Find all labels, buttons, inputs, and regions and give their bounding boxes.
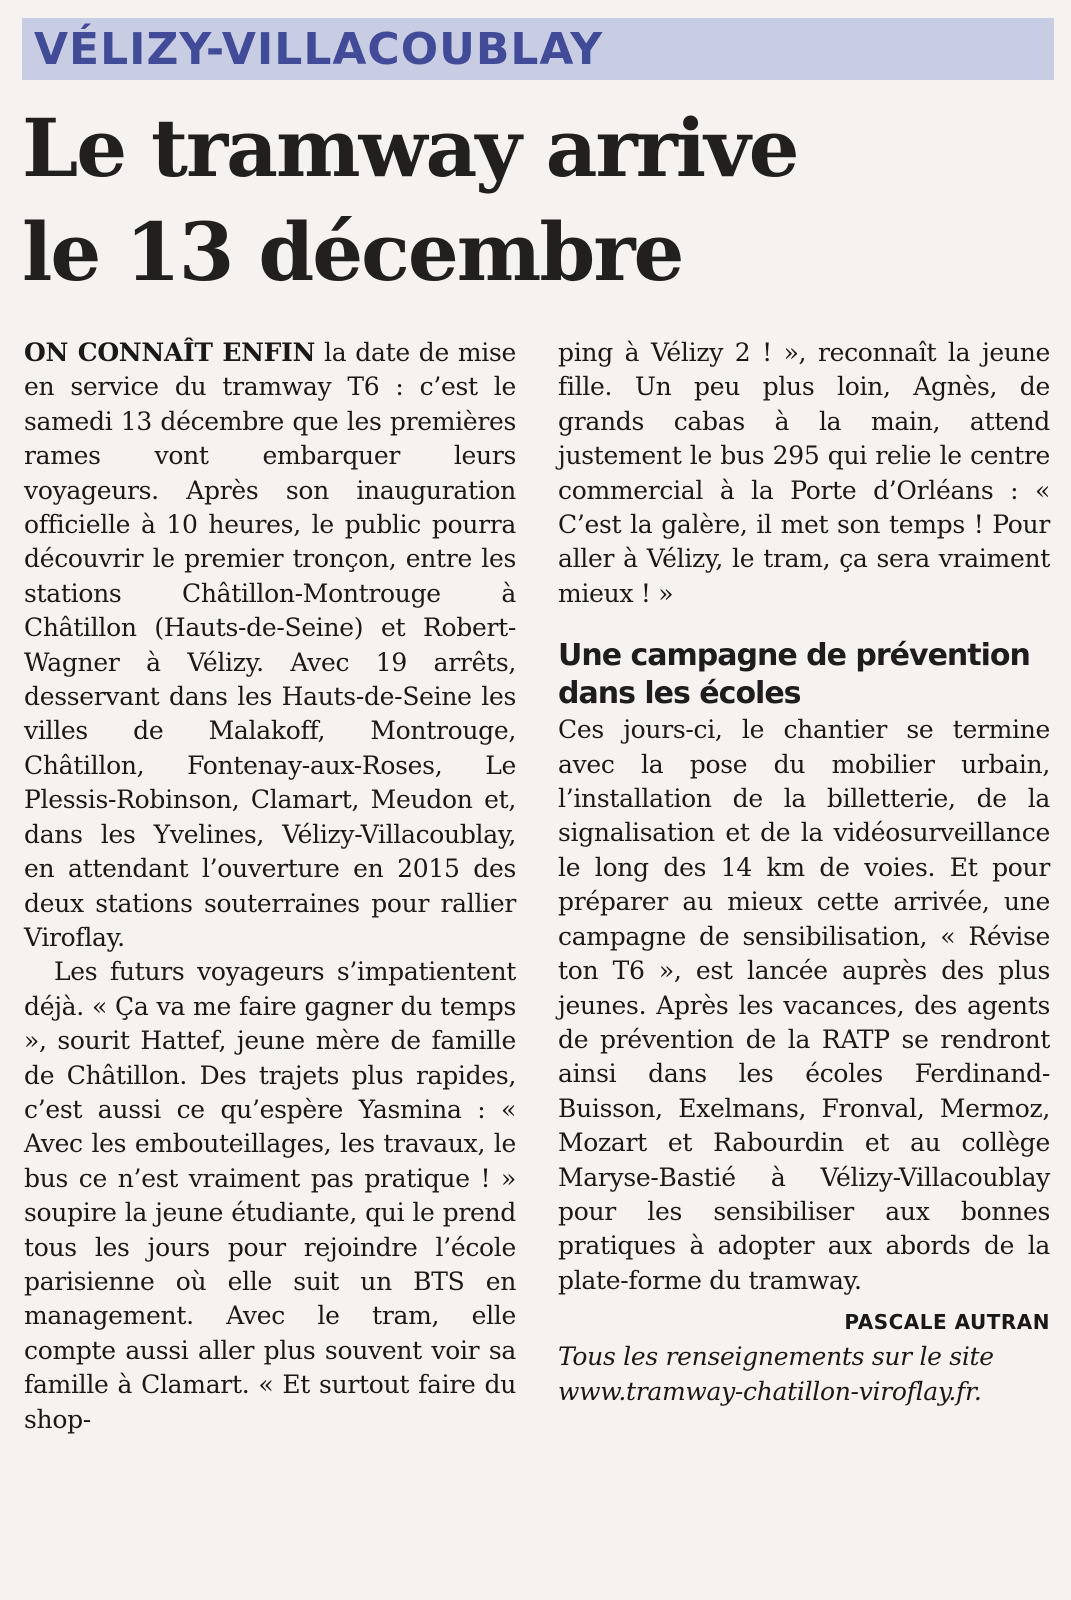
info-note: Tous les renseignements sur le site www.tramway-chatillon-viroflay.fr. <box>558 1342 994 1406</box>
paragraph-1-text: la date de mise en service du tramway T6 : c’est le samedi 13 décembre que les premières rames vont embarquer leurs voyageurs. Après son inauguration officielle à 10 heures, le public pourra découvrir le premier tronçon, entre les stations Châtillon-Montrouge à Châtillon (Hauts-de-Seine) et Robert-Wagner à Vélizy. Avec 19 arrêts, desservant dans les Hauts-de-Seine les villes de Malakoff, Montrouge, Châtillon, Fontenay-aux-Roses, Le Plessis-Robinson, Clamart, Meudon et, dans les Yvelines, Vélizy-Villacoublay, en attendant l’ouverture en 2015 des deux stations souterraines pour rallier Viroflay. <box>24 338 516 952</box>
headline <box>22 96 1052 304</box>
section-kicker <box>22 18 1054 80</box>
lead-in: ON CONNAÎT ENFIN <box>24 338 316 367</box>
paragraph-3: ping à Vélizy 2 ! », reconnaît la jeune fille. Un peu plus loin, Agnès, de grands cabas à la main, attend justement le bus 295 qui relie le centre commercial à la Porte d’Orléans : « C’est la galère, il met son temps ! Pour aller à Vélizy, le tram, ça sera vraiment mieux ! » <box>558 338 1050 608</box>
kicker-title: VÉLIZY-VILLACOUBLAY <box>34 24 604 75</box>
headline-line-1: Le tramway arrive <box>22 101 798 195</box>
article-column-right <box>558 336 1050 1409</box>
paragraph-4: Ces jours-ci, le chantier se termine avec la pose du mobilier urbain, l’installation de la billetterie, de la signalisation et de la vidéosurveillance le long des 14 km de voies. Et pour préparer au mieux cette arrivée, une campagne de sensibilisation, « Révise ton T6 », est lancée auprès des plus jeunes. Après les vacances, des agents de prévention de la RATP se rendront ainsi dans les écoles Ferdinand-Buisson, Exelmans, Fronval, Mermoz, Mozart et Rabourdin et au collège Maryse-Bastié à Vélizy-Villacoublay pour les sensibiliser aux bonnes pratiques à adopter aux abords de la plate-forme du tramway. <box>558 715 1050 1295</box>
author-byline: PASCALE AUTRAN <box>844 1310 1050 1335</box>
paragraph-2: Les futurs voyageurs s’impatientent déjà. « Ça va me faire gagner du temps », sourit Hattef, jeune mère de famille de Châtillon. Des trajets plus rapides, c’est aussi ce qu’espère Yasmina : « Avec les embouteillages, les travaux, le bus ce n’est vraiment pas pratique ! » soupire la jeune étudiante, qui le prend tous les jours pour rejoindre l’école parisienne où elle suit un BTS en management. Avec le tram, elle compte aussi aller plus souvent voir sa famille à Clamart. « Et surtout faire du shop- <box>24 957 516 1434</box>
article-column-left <box>24 336 516 1437</box>
paragraph-1 <box>24 336 516 955</box>
headline-line-2: le 13 décembre <box>22 205 683 299</box>
subheading: Une campagne de prévention dans les écoles <box>558 638 1030 712</box>
